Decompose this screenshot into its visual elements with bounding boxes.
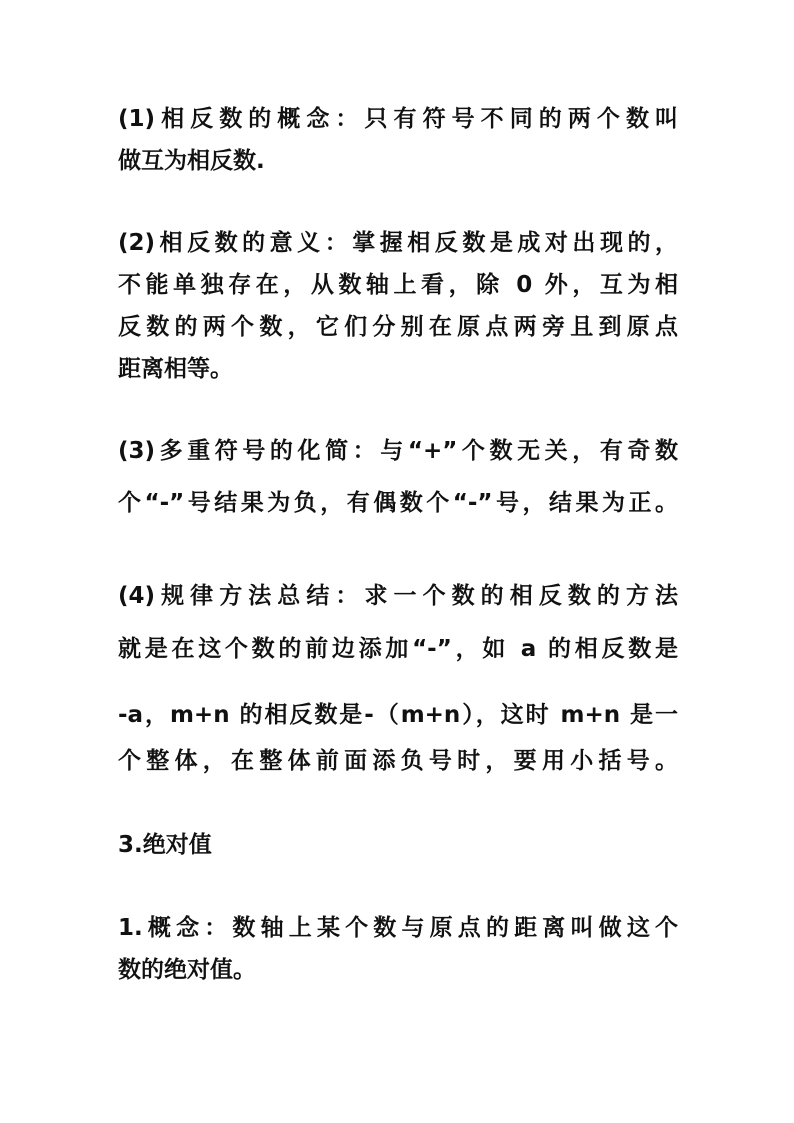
text-line: 反数的两个数，它们分别在原点两旁且到原点 — [118, 314, 678, 340]
text-line: (1)相反数的概念：只有符号不同的两个数叫 — [118, 106, 678, 132]
text-line: (2)相反数的意义：掌握相反数是成对出现的， — [118, 230, 678, 256]
text-line: 个整体，在整体前面添负号时，要用小括号。 — [118, 748, 678, 774]
text-line: 就是在这个数的前边添加“-”，如 a 的相反数是 — [118, 636, 678, 662]
text-line: 1.概念：数轴上某个数与原点的距离叫做这个 — [118, 915, 678, 941]
text-line: 距离相等。 — [118, 356, 233, 382]
text-line: (3)多重符号的化简：与“+”个数无关，有奇数 — [118, 438, 678, 464]
text-line: 个“-”号结果为负，有偶数个“-”号，结果为正。 — [118, 490, 678, 516]
section-heading: 3.绝对值 — [118, 832, 212, 858]
text-line: 不能单独存在，从数轴上看，除 0 外，互为相 — [118, 272, 678, 298]
text-line: 数的绝对值。 — [118, 957, 256, 983]
text-line: -a，m+n 的相反数是-（m+n），这时 m+n 是一 — [118, 702, 678, 728]
text-line: 做互为相反数. — [118, 148, 265, 174]
text-line: (4)规律方法总结：求一个数的相反数的方法 — [118, 583, 678, 609]
